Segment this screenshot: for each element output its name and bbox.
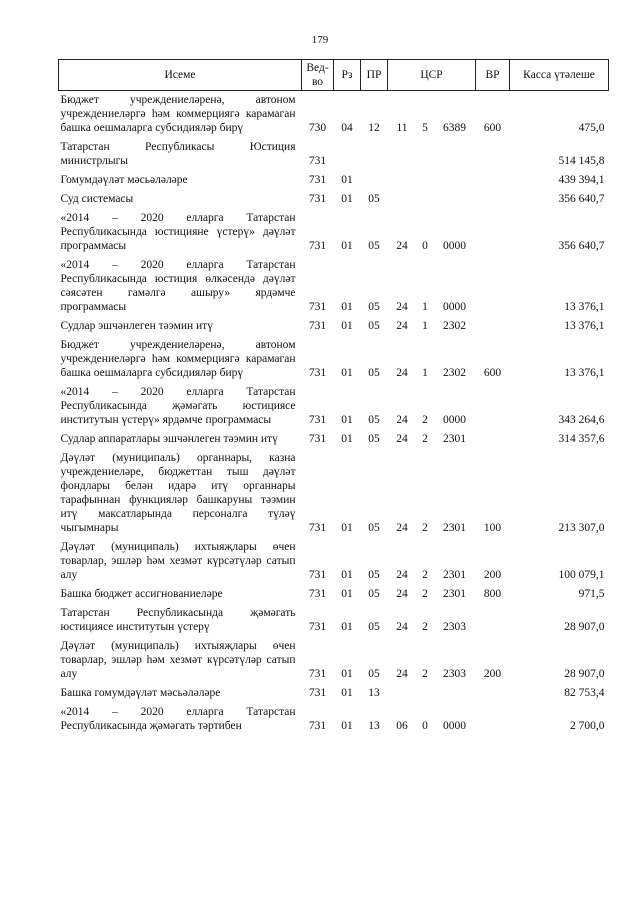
table-row xyxy=(59,171,609,190)
cell-amount: 439 394,1 xyxy=(558,174,605,186)
cell-rz: 01 xyxy=(341,687,353,699)
cell-csr-2: 0 xyxy=(422,720,428,732)
cell-csr-1: 24 xyxy=(396,301,408,313)
cell-pr: 05 xyxy=(368,621,380,633)
cell-csr-2: 2 xyxy=(422,569,428,581)
cell-vr xyxy=(476,317,510,336)
cell-csr-1: 24 xyxy=(396,367,408,379)
cell-csr-3: 2301 xyxy=(443,433,466,445)
cell-rz: 01 xyxy=(341,588,353,600)
cell-rz: 01 xyxy=(341,174,353,186)
cell-name: «2014 – 2020 елларга Татарстан Республикасында юстицияне үстерү» дәүләт программасы xyxy=(60,212,296,252)
cell-vr xyxy=(476,171,510,190)
cell-csr-3: 0000 xyxy=(443,301,466,313)
cell-csr-3: 0000 xyxy=(443,240,466,252)
cell-rz: 01 xyxy=(341,240,353,252)
cell-amount: 13 376,1 xyxy=(564,301,605,313)
cell-name: «2014 – 2020 елларга Татарстан Республикасында юстиция өлкәсендә дәүләт сәясәтен гамәлгә ашыру» ярдәмче программасы xyxy=(60,259,296,313)
cell-rz: 01 xyxy=(341,621,353,633)
cell-csr-3: 2301 xyxy=(443,588,466,600)
cell-csr-3 xyxy=(434,684,476,703)
cell-csr-2 xyxy=(417,138,434,171)
cell-amount: 2 700,0 xyxy=(570,720,605,732)
cell-name: Дәүләт (муниципаль) ихтыяҗлары өчен товарлар, эшләр һәм хезмәт күрсәтүләр сатып алу xyxy=(60,541,296,581)
cell-rz: 01 xyxy=(341,301,353,313)
cell-amount: 356 640,7 xyxy=(558,240,605,252)
cell-csr-1: 24 xyxy=(396,588,408,600)
cell-csr-3: 2303 xyxy=(443,668,466,680)
cell-csr-3: 0000 xyxy=(443,414,466,426)
cell-vr: 200 xyxy=(483,569,502,581)
cell-csr-1 xyxy=(388,684,417,703)
cell-csr-1: 24 xyxy=(396,320,408,332)
cell-pr xyxy=(361,138,388,171)
cell-vr xyxy=(476,138,510,171)
cell-ved: 731 xyxy=(308,588,327,600)
cell-vr: 800 xyxy=(483,588,502,600)
cell-csr-1: 24 xyxy=(396,433,408,445)
cell-name: Бюджет учреждениеләренә, автоном учреждениеләргә һәм коммерциягә карамаган башка оешмаларга субсидияләр бирү xyxy=(60,94,296,134)
cell-vr xyxy=(476,190,510,209)
cell-rz: 04 xyxy=(341,122,353,134)
cell-name: Дәүләт (муниципаль) органнары, казна учреждениеләре, бюджеттан тыш дәүләт фондлары белән идарә итү органнары тарафыннан функцияләр башкаруны тәэмин итү максатларында персоналга түләү чыгымнары xyxy=(60,452,296,534)
cell-amount: 343 264,6 xyxy=(558,414,605,426)
cell-csr-2: 5 xyxy=(422,122,428,134)
cell-csr-2: 2 xyxy=(422,621,428,633)
cell-csr-3 xyxy=(434,138,476,171)
cell-ved: 731 xyxy=(308,367,327,379)
cell-rz: 01 xyxy=(341,569,353,581)
header-pr: ПР xyxy=(361,60,388,91)
cell-name: «2014 – 2020 елларга Татарстан Республикасында җәмәгать юстициясе институтын үстерү» ярдәмче программасы xyxy=(60,386,296,426)
cell-csr-2 xyxy=(417,190,434,209)
cell-csr-1: 06 xyxy=(396,720,408,732)
cell-vr: 200 xyxy=(483,668,502,680)
cell-csr-2: 2 xyxy=(422,433,428,445)
header-ved: Вед-во xyxy=(302,60,334,91)
cell-csr-1: 24 xyxy=(396,414,408,426)
cell-pr: 05 xyxy=(368,522,380,534)
table-row xyxy=(59,430,609,449)
cell-csr-2: 0 xyxy=(422,240,428,252)
header-name: Исеме xyxy=(59,60,302,91)
header-kassa: Касса үтәлеше xyxy=(510,60,609,91)
cell-csr-3: 2301 xyxy=(443,569,466,581)
cell-ved: 731 xyxy=(308,522,327,534)
table-row xyxy=(59,256,609,317)
cell-amount: 13 376,1 xyxy=(564,320,605,332)
cell-ved: 731 xyxy=(308,720,327,732)
cell-vr: 600 xyxy=(483,122,502,134)
table-row xyxy=(59,585,609,604)
cell-csr-2 xyxy=(417,171,434,190)
header-csr: ЦСР xyxy=(388,60,476,91)
cell-name: Судлар эшчәнлеген тәэмин итү xyxy=(60,320,213,332)
cell-vr xyxy=(476,604,510,637)
cell-rz: 01 xyxy=(341,193,353,205)
cell-csr-1 xyxy=(388,190,417,209)
cell-amount: 100 079,1 xyxy=(558,569,605,581)
cell-ved: 730 xyxy=(308,122,327,134)
cell-csr-2: 2 xyxy=(422,522,428,534)
table-row xyxy=(59,684,609,703)
cell-csr-2: 1 xyxy=(422,301,428,313)
cell-amount: 514 145,8 xyxy=(558,155,605,167)
cell-ved: 731 xyxy=(308,687,327,699)
cell-amount: 475,0 xyxy=(578,122,605,134)
cell-csr-1 xyxy=(388,138,417,171)
cell-csr-3: 2303 xyxy=(443,621,466,633)
cell-pr: 05 xyxy=(368,240,380,252)
cell-pr: 12 xyxy=(368,122,380,134)
cell-ved: 731 xyxy=(308,668,327,680)
cell-ved: 731 xyxy=(308,433,327,445)
cell-name: Башка бюджет ассигнованиеләре xyxy=(60,588,223,600)
cell-rz: 01 xyxy=(341,320,353,332)
cell-name: Татарстан Республикасында җәмәгать юстициясе институтын үстерү xyxy=(60,607,296,633)
cell-pr: 05 xyxy=(368,367,380,379)
table-row xyxy=(59,449,609,538)
cell-amount: 213 307,0 xyxy=(558,522,605,534)
table-row xyxy=(59,538,609,585)
cell-name: Судлар аппаратлары эшчәнлеген тәэмин итү xyxy=(60,433,278,445)
cell-csr-2: 2 xyxy=(422,668,428,680)
table-header-row xyxy=(59,60,609,91)
cell-pr: 13 xyxy=(368,720,380,732)
cell-rz xyxy=(334,138,361,171)
table-row xyxy=(59,91,609,139)
cell-amount: 13 376,1 xyxy=(564,367,605,379)
cell-name: «2014 – 2020 елларга Татарстан Республикасында җәмәгать тәртибен xyxy=(60,706,296,732)
cell-pr xyxy=(361,171,388,190)
cell-vr xyxy=(476,383,510,430)
cell-csr-1: 24 xyxy=(396,240,408,252)
page-number: 179 xyxy=(311,34,329,46)
table-row xyxy=(59,703,609,736)
cell-csr-1: 24 xyxy=(396,621,408,633)
cell-pr: 05 xyxy=(368,414,380,426)
cell-pr: 05 xyxy=(368,668,380,680)
cell-vr xyxy=(476,430,510,449)
cell-pr: 05 xyxy=(368,301,380,313)
table-row xyxy=(59,209,609,256)
cell-csr-3: 2302 xyxy=(443,320,466,332)
table-row xyxy=(59,190,609,209)
cell-csr-3: 2301 xyxy=(443,522,466,534)
budget-table xyxy=(58,59,609,736)
cell-pr: 13 xyxy=(368,687,380,699)
cell-csr-3: 6389 xyxy=(443,122,466,134)
cell-ved: 731 xyxy=(308,193,327,205)
cell-vr: 600 xyxy=(483,367,502,379)
cell-amount: 28 907,0 xyxy=(564,621,605,633)
cell-rz: 01 xyxy=(341,414,353,426)
cell-csr-2: 2 xyxy=(422,588,428,600)
table-row xyxy=(59,138,609,171)
cell-name: Бюджет учреждениеләренә, автоном учреждениеләргә һәм коммерциягә карамаган башка оешмаларга субсидияләр бирү xyxy=(60,339,296,379)
cell-rz: 01 xyxy=(341,668,353,680)
table-body xyxy=(59,91,609,737)
cell-amount: 82 753,4 xyxy=(564,687,605,699)
cell-vr xyxy=(476,209,510,256)
cell-csr-2: 2 xyxy=(422,414,428,426)
cell-vr xyxy=(476,684,510,703)
cell-ved: 731 xyxy=(308,320,327,332)
cell-amount: 314 357,6 xyxy=(558,433,605,445)
cell-name: Башка гомумдәүләт мәсьәләләре xyxy=(60,687,221,699)
cell-csr-2: 1 xyxy=(422,320,428,332)
cell-csr-1: 11 xyxy=(396,122,408,134)
cell-amount: 971,5 xyxy=(578,588,605,600)
cell-name: Дәүләт (муниципаль) ихтыяҗлары өчен товарлар, эшләр һәм хезмәт күрсәтүләр сатып алу xyxy=(60,640,296,680)
cell-pr: 05 xyxy=(368,193,380,205)
cell-csr-3 xyxy=(434,171,476,190)
cell-csr-1: 24 xyxy=(396,668,408,680)
cell-csr-3 xyxy=(434,190,476,209)
cell-ved: 731 xyxy=(308,155,327,167)
cell-csr-2 xyxy=(417,684,434,703)
cell-vr xyxy=(476,703,510,736)
header-rz: Рз xyxy=(334,60,361,91)
cell-rz: 01 xyxy=(341,522,353,534)
cell-name: Татарстан Республикасы Юстиция министрлыгы xyxy=(60,141,296,167)
cell-ved: 731 xyxy=(308,240,327,252)
table-row xyxy=(59,604,609,637)
cell-csr-1 xyxy=(388,171,417,190)
cell-name: Суд системасы xyxy=(60,193,134,205)
cell-vr: 100 xyxy=(483,522,502,534)
cell-vr xyxy=(476,256,510,317)
table-row xyxy=(59,637,609,684)
table-row xyxy=(59,317,609,336)
cell-amount: 28 907,0 xyxy=(564,668,605,680)
cell-ved: 731 xyxy=(308,301,327,313)
cell-pr: 05 xyxy=(368,320,380,332)
cell-csr-2: 1 xyxy=(422,367,428,379)
cell-ved: 731 xyxy=(308,414,327,426)
cell-csr-3: 2302 xyxy=(443,367,466,379)
cell-pr: 05 xyxy=(368,433,380,445)
cell-rz: 01 xyxy=(341,367,353,379)
cell-pr: 05 xyxy=(368,569,380,581)
table-row xyxy=(59,336,609,383)
table-row xyxy=(59,383,609,430)
cell-rz: 01 xyxy=(341,433,353,445)
cell-ved: 731 xyxy=(308,174,327,186)
cell-amount: 356 640,7 xyxy=(558,193,605,205)
cell-rz: 01 xyxy=(341,720,353,732)
cell-name: Гомумдәүләт мәсьәләләре xyxy=(60,174,188,186)
cell-csr-3: 0000 xyxy=(443,720,466,732)
cell-csr-1: 24 xyxy=(396,522,408,534)
cell-pr: 05 xyxy=(368,588,380,600)
cell-ved: 731 xyxy=(308,569,327,581)
cell-ved: 731 xyxy=(308,621,327,633)
header-vr: ВР xyxy=(476,60,510,91)
cell-csr-1: 24 xyxy=(396,569,408,581)
